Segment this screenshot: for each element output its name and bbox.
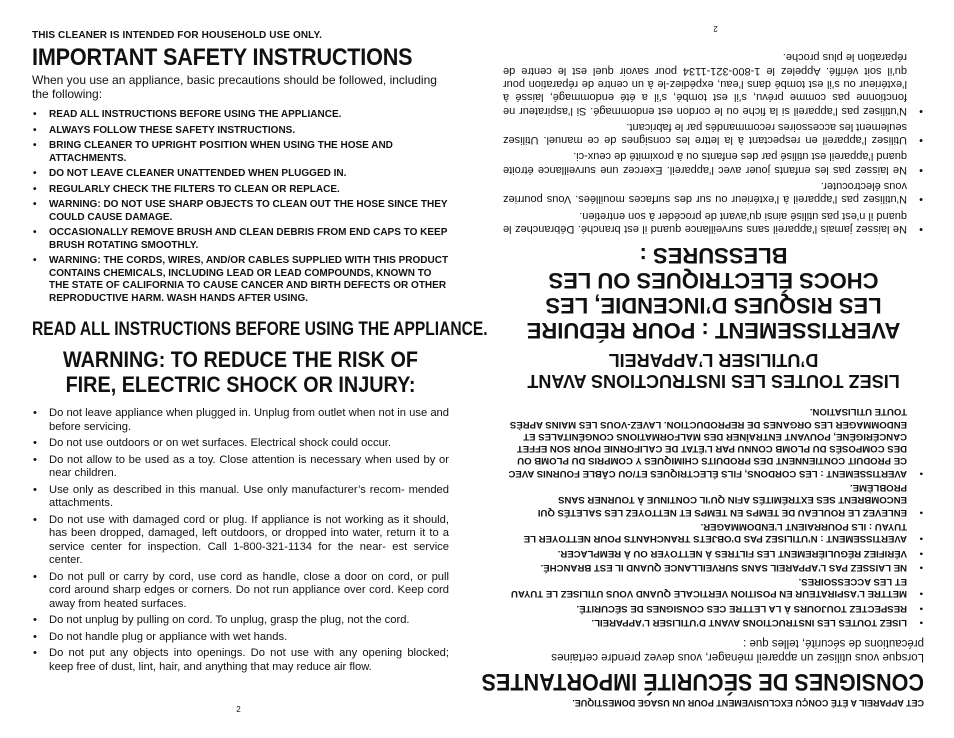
list-item: • VÉRIFIEZ RÉGULIÈREMENT LES FILTRES À NETTOYER OU À REMPLACER. [503, 546, 924, 558]
list-item: • Do not unplug by pulling on cord. To unplug, grasp the plug, not the cord. [32, 614, 449, 628]
page-number: 2 [236, 705, 241, 714]
safety-title-fr: CONSIGNES DE SÉCURITÉ IMPORTANTES [481, 668, 924, 695]
intro-text: When you use an appliance, basic precautions should be followed, including the following: [32, 73, 437, 101]
list-item: • Ne laissez jamais l’appareil sans surveillance quand il est branché. Débranchez le quand il n’est pas utilisé ainsi qu’avant de procéder à son entretien. [503, 208, 924, 235]
household-use-notice-fr: CET APPAREIL A ÉTÉ CONÇU EXCLUSIVEMENT POUR UN USAGE DOMESTIQUE. [572, 698, 924, 708]
list-item: • Use only as described in this manual. Use only manufacturer’s recom- mended attachments. [32, 484, 449, 511]
page-number-fr: 2 [713, 24, 718, 33]
list-item: • AVERTISSEMENT : N’UTILISEZ PAS D’OBJETS TRANCHANTS POUR NETTOYER LE TUYAU : ILS POURRAIENT L’ENDOMMAGER. [503, 520, 924, 545]
list-item: • READ ALL INSTRUCTIONS BEFORE USING THE APPLIANCE. [32, 109, 449, 122]
list-item: • DO NOT LEAVE CLEANER UNATTENDED WHEN PLUGGED IN. [32, 168, 449, 181]
list-item: • Do not put any objects into openings. Do not use with any opening blocked; keep free of dust, lint, hair, and anything that may reduce air flow. [32, 647, 449, 674]
warning-list [32, 407, 449, 674]
list-item: • Do not use with damaged cord or plug. If appliance is not working as it should, has been dropped, damaged, left outdoors, or dropped into water, return it to a service center for inspection. Call 1-800-321-1134 for the near- est service center. [32, 514, 449, 568]
list-item: • RESPECTEZ TOUJOURS À LA LETTRE CES CONSIGNES DE SÉCURITÉ. [503, 601, 924, 613]
caps-instruction-list [32, 109, 449, 305]
list-item: • Do not handle plug or appliance with wet hands. [32, 631, 449, 645]
warning-list-fr [503, 50, 924, 235]
list-item: • Do not allow to be used as a toy. Close attention is necessary when used by or near children. [32, 454, 449, 481]
french-page-rotated [477, 0, 954, 738]
safety-title: IMPORTANT SAFETY INSTRUCTIONS [32, 44, 413, 71]
list-item: • Do not pull or carry by cord, use cord as handle, close a door on cord, or pull cord around sharp edges or corners. Do not run appliance over cord. Keep cord away from heated surfaces. [32, 571, 449, 612]
list-item: • REGULARLY CHECK THE FILTERS TO CLEAN OR REPLACE. [32, 184, 449, 197]
warning-heading-fr: AVERTISSEMENT : POUR RÉDUIRE LES RISQUES D’INCENDIE, LES CHOCS ÉLECTRIQUES OU LES BLESSURES : [526, 242, 901, 343]
list-item: • OCCASIONALLY REMOVE BRUSH AND CLEAN DEBRIS FROM END CAPS TO KEEP BRUSH ROTATING SMOOTHLY. [32, 227, 449, 252]
list-item: • Do not leave appliance when plugged in. Unplug from outlet when not in use and before servicing. [32, 407, 449, 434]
list-item: • METTRE L’ASPIRATEUR EN POSITION VERTICALE QUAND VOUS UTILISEZ LE TUYAU ET LES ACCESSOIRES. [503, 575, 924, 600]
read-all-heading: READ ALL INSTRUCTIONS BEFORE USING THE APPLIANCE. [32, 319, 488, 340]
list-item: • Utilisez l’appareil en respectant à la lettre les consignes de ce manuel. Utilisez seulement les accessoires recommandés par le fabricant. [503, 120, 924, 147]
list-item: • N’utilisez pas l’appareil à l’extérieur ou sur des surfaces mouillées. Vous pourriez vous électrocuter. [503, 179, 924, 206]
intro-text-fr: Lorsque vous utilisez un appareil ménager, vous devez prendre certaines précautions de sécurité, telles que : [551, 637, 924, 663]
list-item: • Do not use outdoors or on wet surfaces. Electrical shock could occur. [32, 437, 449, 451]
list-item: • BRING CLEANER TO UPRIGHT POSITION WHEN USING THE HOSE AND ATTACHMENTS. [32, 140, 449, 165]
caps-instruction-list-fr [503, 405, 924, 628]
list-item: • N’utilisez pas l’appareil si la fiche ou le cordon est endommagé. Si l’aspirateur ne fonctionne pas comme prévu, s’il est tombé, s’il a été endommagé, laissé à l’extérieur ou s’il est tombé dans l’eau, expédiez-le à un centre de réparation pour qu’il soit vérifié. Appelez le 1-800-321-1134 pour savoir quel est le centre de réparation le plus proche. [503, 50, 924, 116]
list-item: • ALWAYS FOLLOW THESE SAFETY INSTRUCTIONS. [32, 125, 449, 138]
list-item: • Ne laissez pas les enfants jouer avec l’appareil. Exercez une surveillance étroite quand l’appareil est utilisé par des enfants ou à proximité de ceux-ci. [503, 149, 924, 176]
household-use-notice: THIS CLEANER IS INTENDED FOR HOUSEHOLD USE ONLY. [32, 30, 323, 41]
list-item: • LISEZ TOUTES LES INSTRUCTIONS AVANT D’UTILISER L’APPAREIL. [503, 616, 924, 628]
warning-heading: WARNING: TO REDUCE THE RISK OF FIRE, ELECTRIC SHOCK OR INJURY: [63, 347, 418, 397]
list-item: • WARNING: THE CORDS, WIRES, AND/OR CABLES SUPPLIED WITH THIS PRODUCT CONTAINS CHEMICALS, INCLUDING LEAD OR LEAD COMPOUNDS, KNOWN TO THE STATE OF CALIFORNIA TO CAUSE CANCER AND BIRTH DEFECTS OR OTHER REPRODUCTIVE HARM. WASH HANDS AFTER USING. [32, 255, 449, 305]
list-item: • AVERTISSEMENT : LES CORDONS, FILS ÉLECTRIQUES ET/OU CÂBLE FOURNIS AVEC CE PRODUIT CONTIENNENT DES PRODUITS CHIMIQUES Y COMPRIS DU PLOMB OU DES COMPOSÉS DU PLOMB CONNU PAR L’ÉTAT DE CALIFORNIE POUR SON EFFET CANCÉRIGÈNE, POUVANT ENTRAÎNER DES MALFORMATIONS CONGÉNITALES ET ENDOMMAGER LES ORGANES DE REPRODUCTION. LAVEZ-VOUS LES MAINS APRÈS TOUTE UTILISATION. [503, 405, 924, 479]
list-item: • ENLEVEZ LE ROULEAU DE TEMPS EN TEMPS ET NETTOYEZ LES SALETÉS QUI ENCOMBRENT SES EXTRÉMITÉS AFIN QU’IL CONTINUE À TOURNER SANS PROBLÈME. [503, 481, 924, 518]
read-all-heading-fr: LISEZ TOUTES LES INSTRUCTIONS AVANT D’UTILISER L’APPAREIL [527, 349, 900, 391]
list-item: • NE LAISSEZ PAS L’APPAREIL SANS SURVEILLANCE QUAND IL EST BRANCHÉ. [503, 561, 924, 573]
list-item: • WARNING: DO NOT USE SHARP OBJECTS TO CLEAN OUT THE HOSE SINCE THEY COULD CAUSE DAMAGE. [32, 199, 449, 224]
